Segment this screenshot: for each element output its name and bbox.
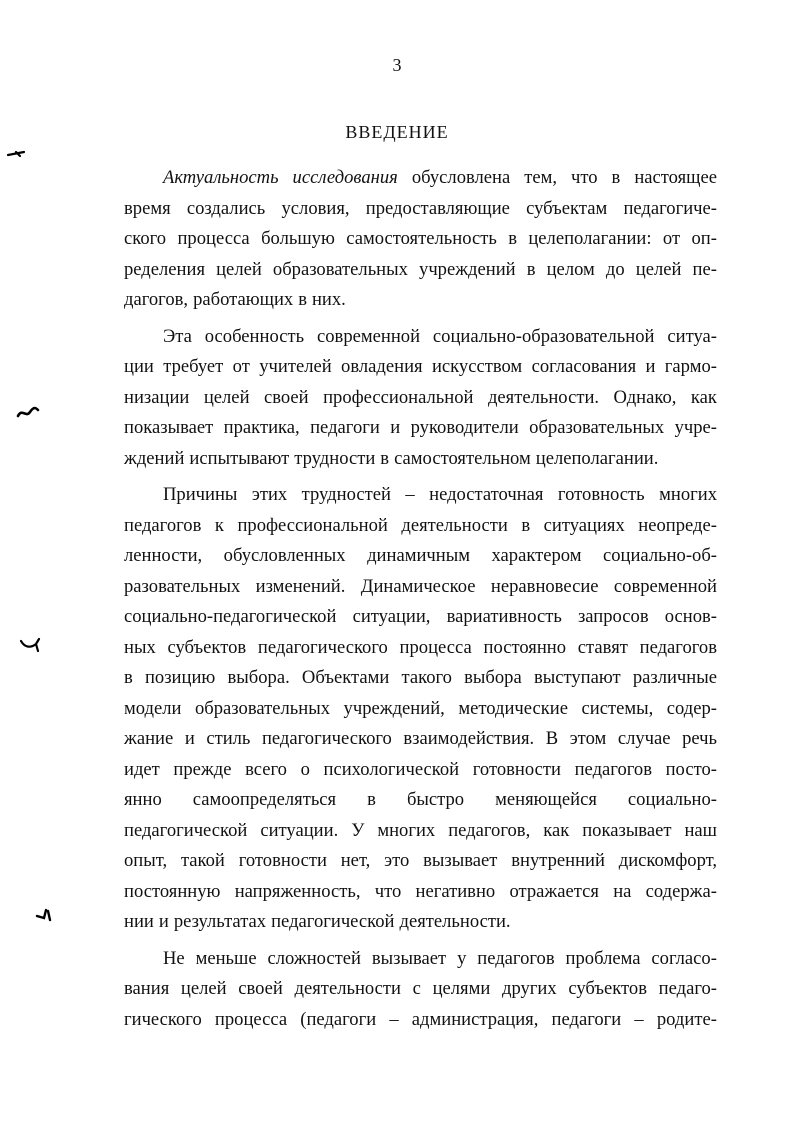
margin-mark-4: [34, 906, 56, 928]
text-line: Эта особенность современной социально-образовательной ситуа-: [163, 325, 717, 347]
margin-mark-1: [6, 146, 28, 163]
text-line: идет прежде всего о психологической готовности педагогов посто-: [124, 758, 717, 780]
margin-mark-2: [16, 404, 40, 424]
text-line: педагогов к профессиональной деятельности в ситуациях неопреде-: [124, 514, 717, 536]
paragraph: [124, 322, 717, 475]
text-line: нии и результатах педагогической деятельности.: [124, 911, 511, 932]
text-line: дагогов, работающих в них.: [124, 289, 346, 310]
text-line: модели образовательных учреждений, методические системы, содер-: [124, 697, 717, 719]
text-line: в позицию выбора. Объектами такого выбора выступают различные: [124, 667, 717, 688]
text-line: ции требует от учителей овладения искусством согласования и гармо-: [124, 356, 717, 377]
text-line: постоянную напряженность, что негативно отражается на содержа-: [124, 880, 717, 902]
text-line: показывает практика, педагоги и руководители образовательных учре-: [124, 417, 717, 438]
text-line: ределения целей образовательных учреждений в целом до целей пе-: [124, 258, 717, 280]
body-text: [124, 163, 717, 1035]
text-line: янно самоопределяться в быстро меняющейся социально-: [124, 789, 717, 810]
text-line: Актуальность исследования обусловлена тем, что в настоящее: [163, 167, 717, 188]
margin-mark-3: [18, 636, 42, 658]
text-line: ных субъектов педагогического процесса постоянно ставят педагогов: [124, 636, 717, 658]
text-line: Причины этих трудностей – недостаточная готовность многих: [163, 484, 717, 505]
text-line: опыт, такой готовности нет, это вызывает внутренний дискомфорт,: [124, 850, 717, 871]
text-line: низации целей своей профессиональной деятельности. Однако, как: [124, 386, 717, 408]
text-line: гического процесса (педагоги – администрация, педагоги – родите-: [124, 1008, 717, 1030]
text-line: разовательных изменений. Динамическое неравновесие современной: [124, 575, 717, 597]
text-line: педагогической ситуации. У многих педагогов, как показывает наш: [124, 819, 717, 841]
paragraph: [124, 480, 717, 938]
text-line: Не меньше сложностей вызывает у педагогов проблема согласо-: [163, 947, 717, 969]
text-line: время создались условия, предоставляющие субъектам педагогиче-: [124, 197, 717, 219]
text-line: социально-педагогической ситуации, вариативность запросов основ-: [124, 606, 717, 627]
text-line: жание и стиль педагогического взаимодействия. В этом случае речь: [124, 728, 717, 749]
paragraph: [124, 944, 717, 1036]
text-line: ждений испытывают трудности в самостоятельном целеполагании.: [124, 447, 659, 469]
section-heading: ВВЕДЕНИЕ: [345, 122, 449, 142]
paragraph: [124, 163, 717, 316]
page-number: 3: [392, 55, 402, 75]
text-line: вания целей своей деятельности с целями других субъектов педаго-: [124, 978, 717, 999]
text-line: ского процесса большую самостоятельность в целеполагании: от оп-: [124, 228, 717, 249]
text-line: ленности, обусловленных динамичным характером социально-об-: [124, 545, 717, 566]
